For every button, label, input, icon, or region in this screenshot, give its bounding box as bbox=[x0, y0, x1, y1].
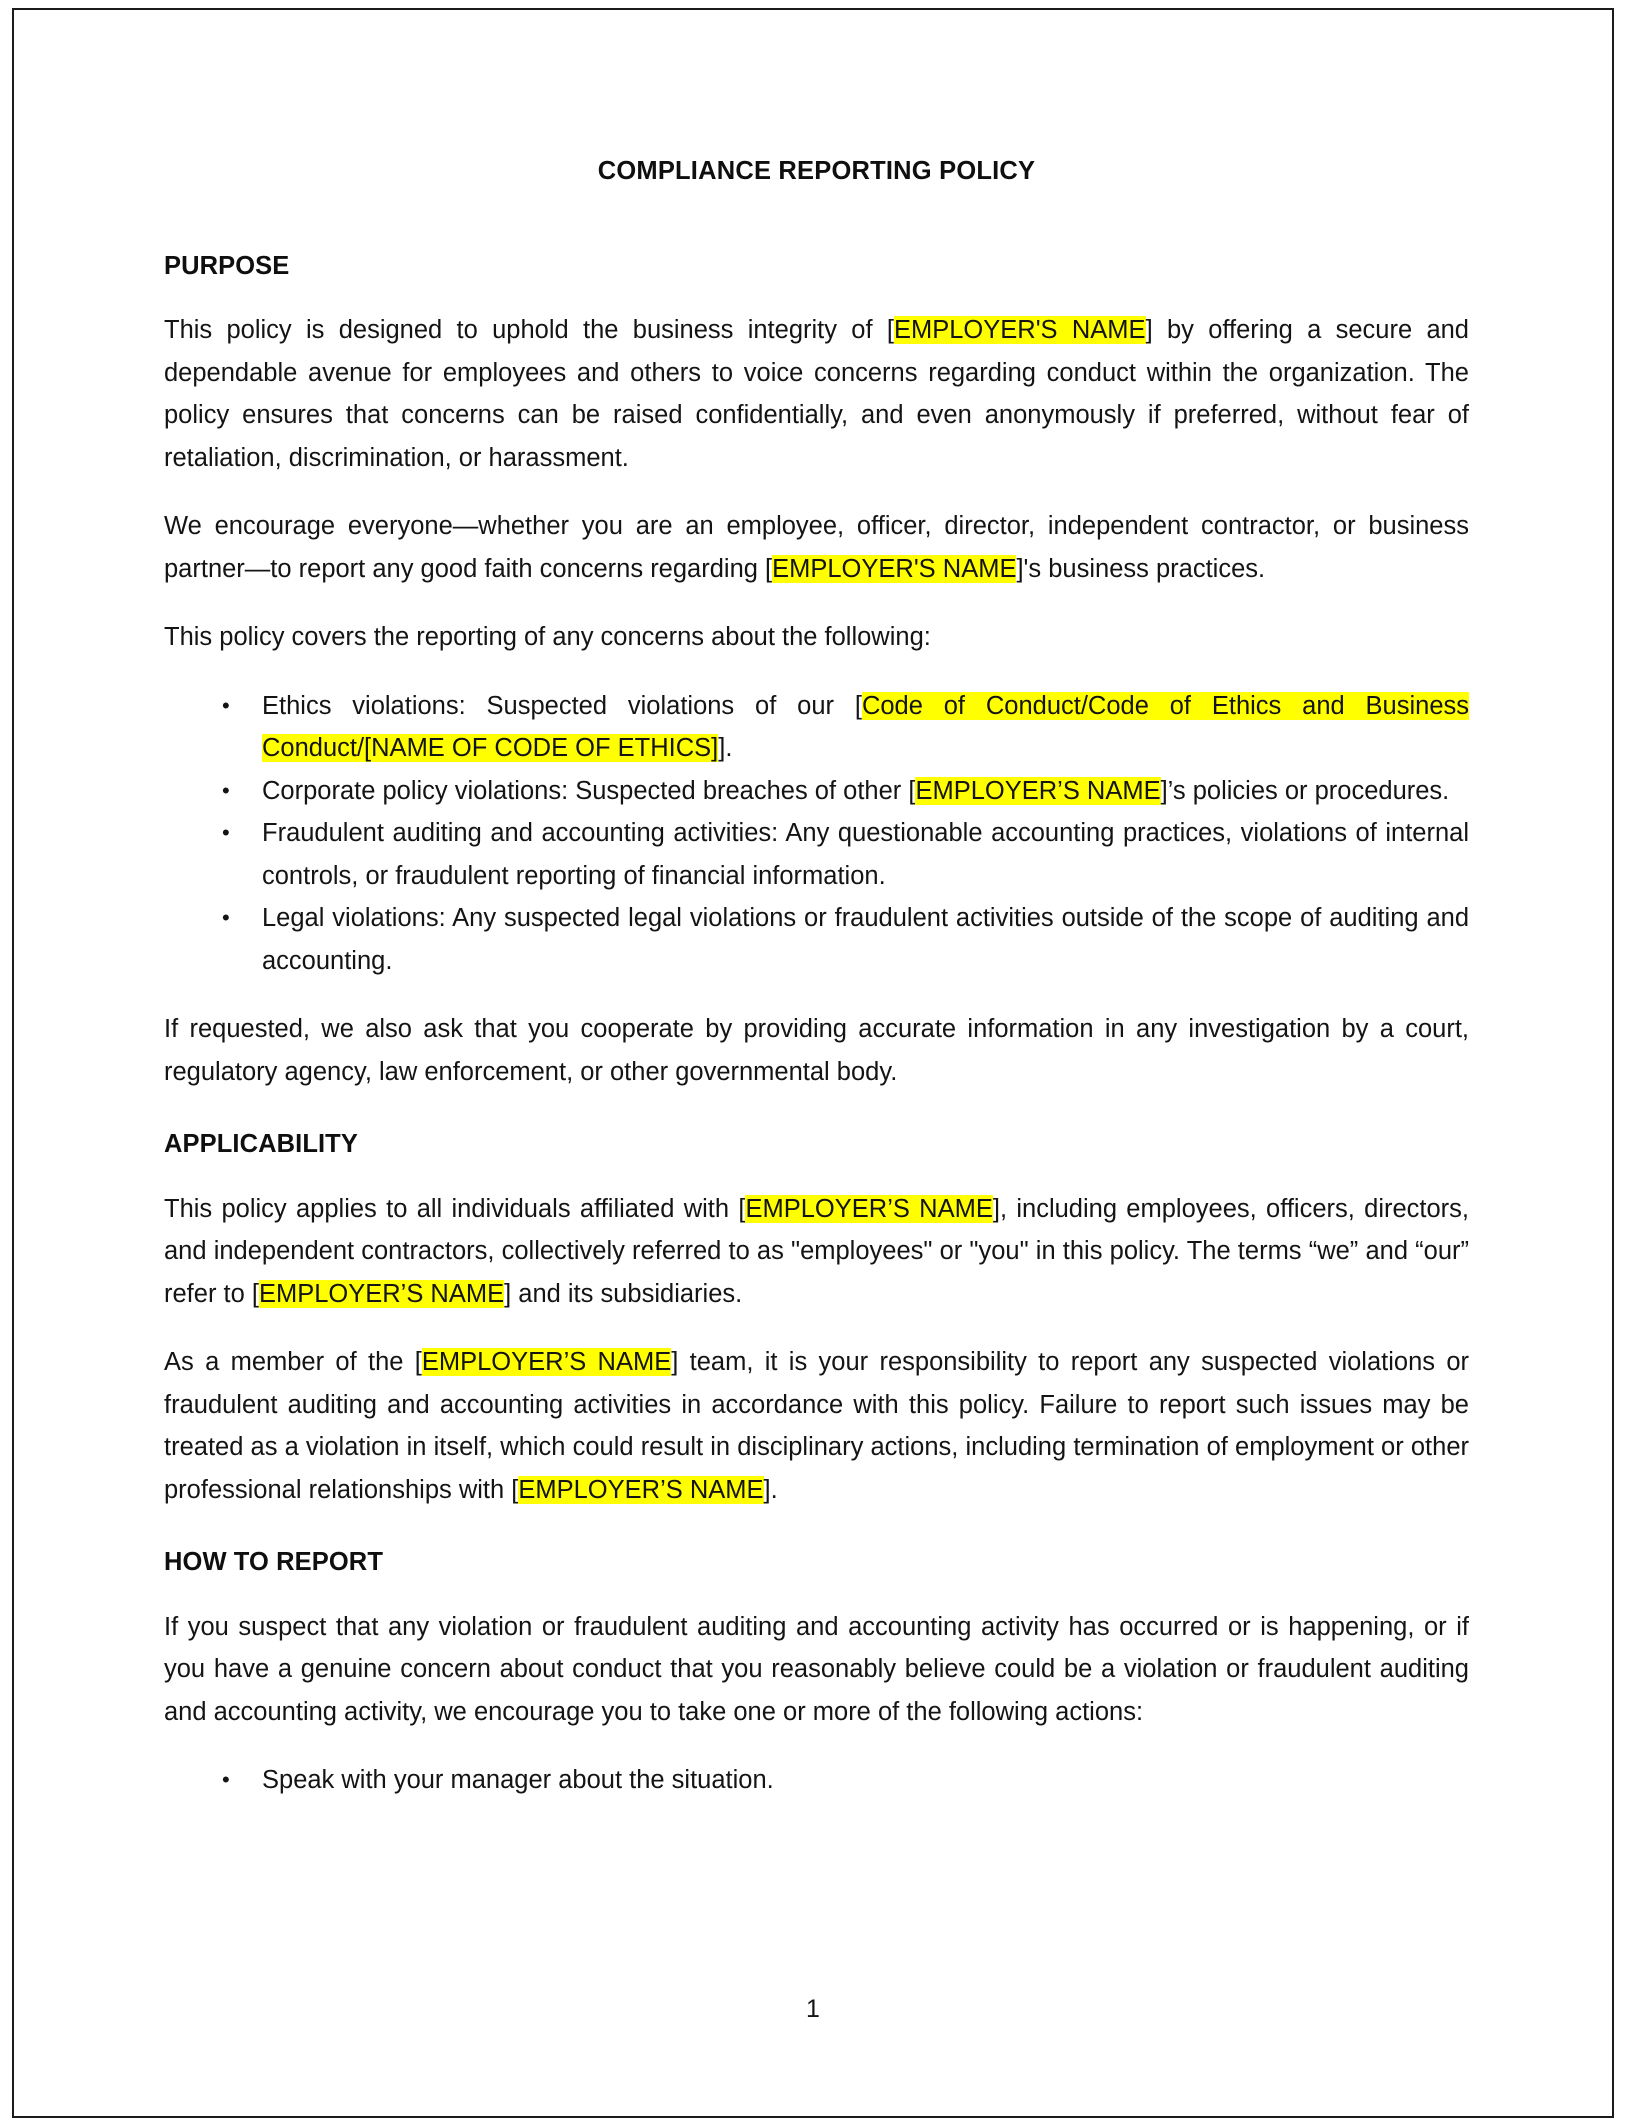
purpose-bullet-list bbox=[164, 685, 1469, 983]
page-title: COMPLIANCE REPORTING POLICY bbox=[597, 157, 1036, 185]
document-body bbox=[164, 150, 1469, 1828]
how-to-report-bullet-list bbox=[164, 1759, 1469, 1802]
purpose-p4-text: If requested, we also ask that you cooperate by providing accurate information in any investigation by a court, regulatory agency, law enforcement, or other governmental body. bbox=[164, 1015, 1469, 1086]
purpose-p2-post: ]'s business practices. bbox=[1016, 554, 1266, 583]
applicability-p1-pre: This policy applies to all individuals affiliated with [ bbox=[164, 1194, 746, 1223]
highlight-employer-name: EMPLOYER'S NAME bbox=[893, 316, 1146, 344]
list-item bbox=[164, 897, 1469, 982]
list-item bbox=[164, 685, 1469, 770]
highlight-employer-name: EMPLOYER’S NAME bbox=[258, 1279, 505, 1308]
bullet-post: ]. bbox=[718, 734, 733, 762]
purpose-paragraph-4 bbox=[164, 1008, 1469, 1093]
purpose-p3-text: This policy covers the reporting of any concerns about the following: bbox=[164, 623, 931, 651]
purpose-paragraph-2 bbox=[164, 505, 1469, 590]
bullet-pre: Ethics violations: Suspected violations of our [ bbox=[262, 691, 862, 720]
bullet-pre: Legal violations: Any suspected legal violations or fraudulent activities outside of the scope of auditing and accounting. bbox=[262, 904, 1469, 975]
applicability-paragraph-2 bbox=[164, 1341, 1469, 1511]
highlight-employer-name: EMPLOYER'S NAME bbox=[772, 554, 1017, 583]
purpose-paragraph-1 bbox=[164, 309, 1469, 479]
applicability-p1-mid: ], including employees, officers, directors, and independent contractors, collectively referred to as "employees" or "you" in this policy. The terms “we” and “our” refer to [ bbox=[164, 1194, 1470, 1308]
list-item bbox=[164, 812, 1469, 897]
how-to-report-paragraph-1 bbox=[164, 1606, 1469, 1734]
applicability-p1-post: ] and its subsidiaries. bbox=[504, 1279, 743, 1308]
purpose-p2-pre: We encourage everyone—whether you are an employee, officer, director, independent contractor, or business partner—to report any good faith concerns regarding [ bbox=[164, 512, 1469, 583]
list-item bbox=[164, 1759, 1469, 1802]
applicability-p2-post: ]. bbox=[763, 1475, 778, 1504]
section-heading-purpose: PURPOSE bbox=[164, 251, 290, 280]
highlight-employer-name: EMPLOYER’S NAME bbox=[518, 1475, 764, 1504]
section-heading-applicability: APPLICABILITY bbox=[164, 1130, 358, 1158]
highlight-employer-name: EMPLOYER’S NAME bbox=[915, 776, 1161, 805]
bullet-pre: Corporate policy violations: Suspected breaches of other [ bbox=[262, 776, 916, 805]
page-number: 1 bbox=[806, 1995, 820, 2023]
purpose-p1-pre: This policy is designed to uphold the business integrity of [ bbox=[164, 316, 894, 344]
highlight-employer-name: EMPLOYER’S NAME bbox=[421, 1348, 672, 1376]
highlight-employer-name: EMPLOYER’S NAME bbox=[745, 1194, 993, 1223]
bullet-pre: Speak with your manager about the situation. bbox=[262, 1766, 774, 1794]
section-heading-how-to-report: HOW TO REPORT bbox=[164, 1548, 383, 1576]
purpose-paragraph-3 bbox=[164, 616, 1469, 659]
applicability-p2-pre: As a member of the [ bbox=[164, 1348, 422, 1376]
bullet-post: ]’s policies or procedures. bbox=[1160, 776, 1450, 805]
purpose-p1-post: ] by offering a secure and dependable avenue for employees and others to voice concerns regarding conduct within the organization. The policy ensures that concerns can be raised confidentially, and even anonymously if preferred, without fear of retaliation, discrimination, or harassment. bbox=[164, 316, 1469, 472]
page-sheet bbox=[12, 8, 1614, 2118]
highlight-code-of-ethics: Code of Conduct/Code of Ethics and Business Conduct/[NAME OF CODE OF ETHICS] bbox=[262, 691, 1469, 762]
bullet-pre: Fraudulent auditing and accounting activities: Any questionable accounting practices, violations of internal controls, or fraudulent reporting of financial information. bbox=[262, 819, 1469, 890]
applicability-p2-mid: ] team, it is your responsibility to report any suspected violations or fraudulent auditing and accounting activities in accordance with this policy. Failure to report such issues may be treated as a violation in itself, which could result in disciplinary actions, including termination of employment or other professional relationships with [ bbox=[164, 1348, 1469, 1504]
applicability-paragraph-1 bbox=[164, 1188, 1469, 1316]
list-item bbox=[164, 770, 1469, 813]
how-to-report-p1-text: If you suspect that any violation or fraudulent auditing and accounting activity has occurred or is happening, or if you have a genuine concern about conduct that you reasonably believe could be a violation or fraudulent auditing and accounting activity, we encourage you to take one or more of the following actions: bbox=[164, 1612, 1469, 1726]
